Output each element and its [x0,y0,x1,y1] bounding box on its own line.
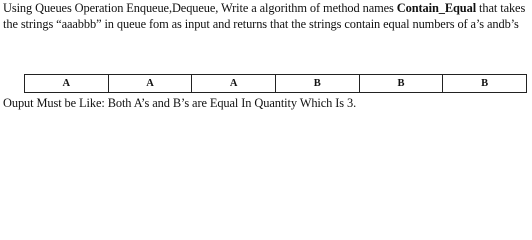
question-text [3,1,529,32]
queue-table [24,74,527,93]
queue-cell: B [359,75,443,93]
question-rest-text: that takes the strings “aaabbb” in queue fom as input and returns that the strings contain equal numbers of a’s andb’s [3,1,526,31]
queue-cell: B [443,75,527,93]
question-intro-text: Using Queues Operation Enqueue,Dequeue, Write a algorithm of method names [3,1,397,15]
queue-cell: A [108,75,192,93]
queue-cell: A [192,75,276,93]
queue-cell: A [25,75,109,93]
method-name: Contain_Equal [396,1,477,15]
queue-row [25,75,527,93]
queue-cell: B [275,75,359,93]
expected-output-text: Ouput Must be Like: Both A’s and B’s are Equal In Quantity Which Is 3. [3,96,357,110]
